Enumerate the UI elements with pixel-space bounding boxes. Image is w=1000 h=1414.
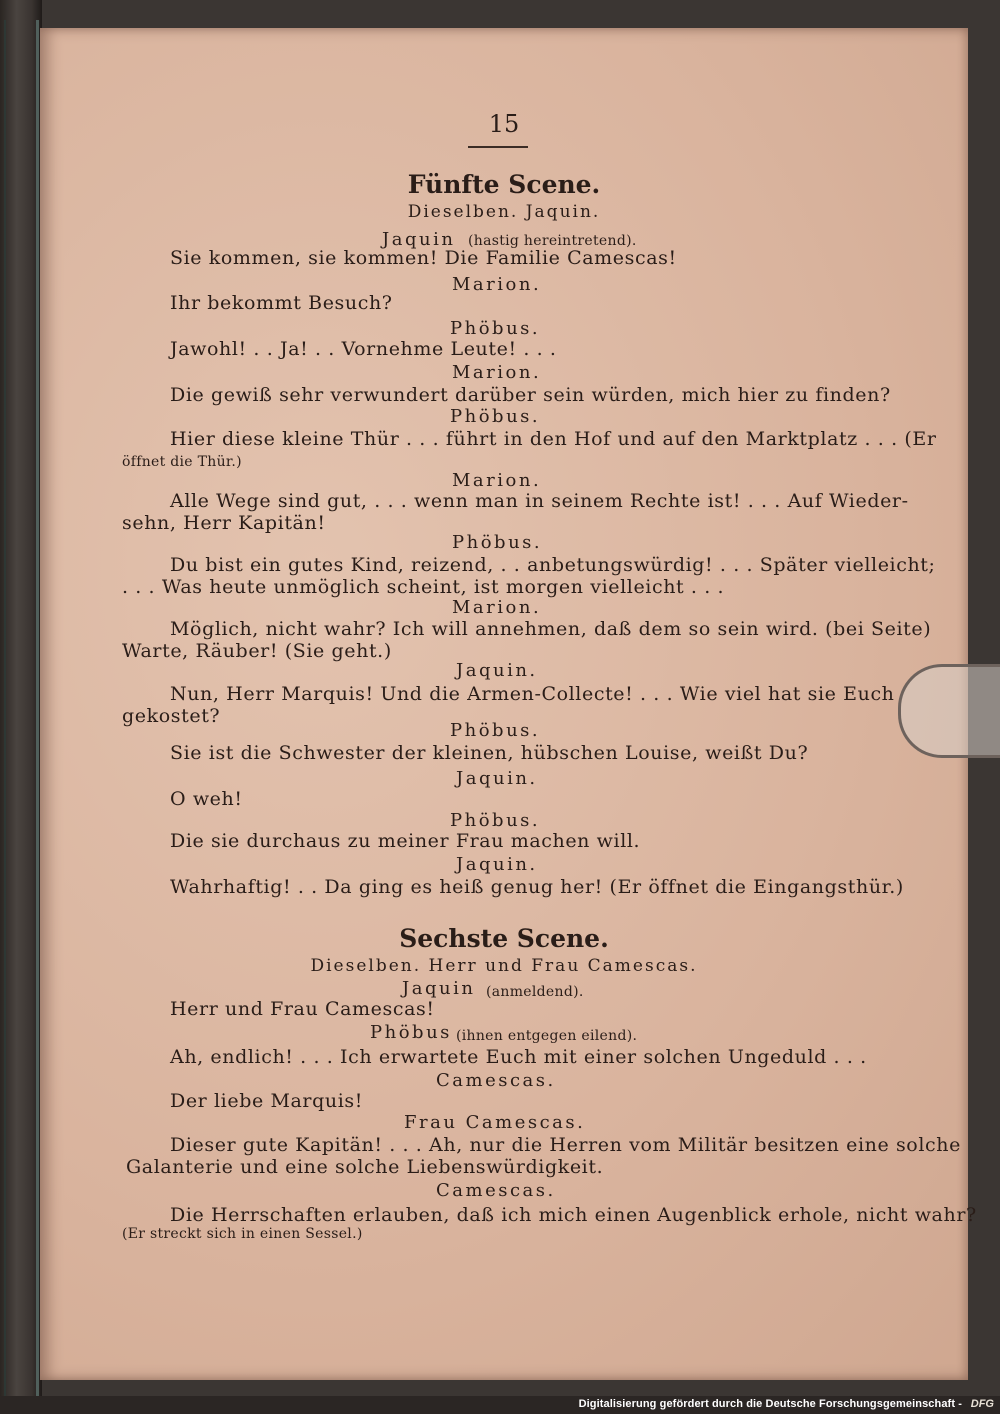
dialogue-line: Ah, endlich! . . . Ich erwartete Euch mit einer solchen Ungeduld . . . <box>170 1046 867 1068</box>
dialogue-line: Dieser gute Kapitän! . . . Ah, nur die Herren vom Militär besitzen eine solche <box>170 1134 961 1156</box>
speaker: Phöbus. <box>450 406 541 427</box>
page-number: 15 <box>488 110 520 138</box>
stage-direction: (hastig hereintretend). <box>468 233 637 249</box>
speaker: Camescas. <box>436 1070 556 1091</box>
dialogue-line: sehn, Herr Kapitän! <box>122 512 326 534</box>
dialogue-line: Herr und Frau Camescas! <box>170 998 435 1020</box>
dialogue-line: Warte, Räuber! (Sie geht.) <box>122 640 392 662</box>
dialogue-line: Nun, Herr Marquis! Und die Armen-Collecte! . . . Wie viel hat sie Euch <box>170 683 895 705</box>
speaker: Marion. <box>452 470 542 491</box>
dialogue-line: Der liebe Marquis! <box>170 1090 363 1112</box>
speaker: Marion. <box>452 597 542 618</box>
dialogue-line: Alle Wege sind gut, . . . wenn man in seinem Rechte ist! . . . Auf Wieder- <box>170 490 909 512</box>
dialogue-line: Die gewiß sehr verwundert darüber sein würden, mich hier zu finden? <box>170 384 891 406</box>
dialogue-line: Die sie durchaus zu meiner Frau machen will. <box>170 830 641 852</box>
dialogue-line: Wahrhaftig! . . Da ging es heiß genug her! (Er öffnet die Eingangsthür.) <box>170 876 904 898</box>
dialogue-line: Galanterie und eine solche Liebenswürdigkeit. <box>126 1156 604 1178</box>
speaker: Phöbus <box>370 1022 452 1043</box>
speaker: Phöbus. <box>450 720 541 741</box>
speaker: Jaquin. <box>456 660 538 681</box>
dialogue-line: Die Herrschaften erlauben, daß ich mich einen Augenblick erhole, nicht wahr? <box>170 1204 977 1226</box>
speaker: Jaquin <box>382 229 456 250</box>
dialogue-line: Jawohl! . . Ja! . . Vornehme Leute! . . . <box>170 338 557 360</box>
speaker: Phöbus. <box>450 810 541 831</box>
speaker: Jaquin. <box>456 768 538 789</box>
speaker: Phöbus. <box>452 532 543 553</box>
speaker: Frau Camescas. <box>404 1112 586 1133</box>
dialogue-line: Hier diese kleine Thür . . . führt in den Hof und auf den Marktplatz . . . (Er <box>170 428 937 450</box>
speaker: Jaquin. <box>456 854 538 875</box>
dialogue-line: O weh! <box>170 788 243 810</box>
book-spine <box>0 0 42 1414</box>
speaker: Marion. <box>452 274 542 295</box>
dialogue-line: . . . Was heute unmöglich scheint, ist morgen vielleicht . . . <box>122 576 725 598</box>
dfg-logo: DFG <box>970 1398 994 1410</box>
page-clip-tab <box>898 664 1000 758</box>
scene-heading: Sechste Scene. <box>399 924 609 953</box>
footer-credit: Digitalisierung gefördert durch die Deutsche Forschungsgemeinschaft - <box>578 1398 962 1410</box>
dialogue-line: Sie ist die Schwester der kleinen, hübschen Louise, weißt Du? <box>170 742 809 764</box>
stage-direction: (Er streckt sich in einen Sessel.) <box>122 1226 363 1242</box>
scene-heading: Fünfte Scene. <box>407 170 601 199</box>
stage-direction: öffnet die Thür.) <box>122 454 242 470</box>
scene-cast: Dieselben. Herr und Frau Camescas. <box>310 956 698 976</box>
speaker: Jaquin <box>402 978 476 999</box>
page-number-rule <box>468 146 528 148</box>
dialogue-line: Du bist ein gutes Kind, reizend, . . anbetungswürdig! . . . Später vielleicht; <box>170 554 936 576</box>
speaker: Phöbus. <box>450 318 541 339</box>
dialogue-line: Möglich, nicht wahr? Ich will annehmen, daß dem so sein wird. (bei Seite) <box>170 618 932 640</box>
spine-band <box>4 20 39 1400</box>
dialogue-line: Sie kommen, sie kommen! Die Familie Camescas! <box>170 247 677 269</box>
scene-cast: Dieselben. Jaquin. <box>407 202 601 222</box>
stage-direction: (anmeldend). <box>486 984 584 1000</box>
speaker: Marion. <box>452 362 542 383</box>
dialogue-line: Ihr bekommt Besuch? <box>170 292 393 314</box>
speaker: Camescas. <box>436 1180 556 1201</box>
stage-direction: (ihnen entgegen eilend). <box>456 1028 638 1044</box>
dialogue-line: gekostet? <box>122 705 221 727</box>
footer-bar <box>0 1396 1000 1414</box>
